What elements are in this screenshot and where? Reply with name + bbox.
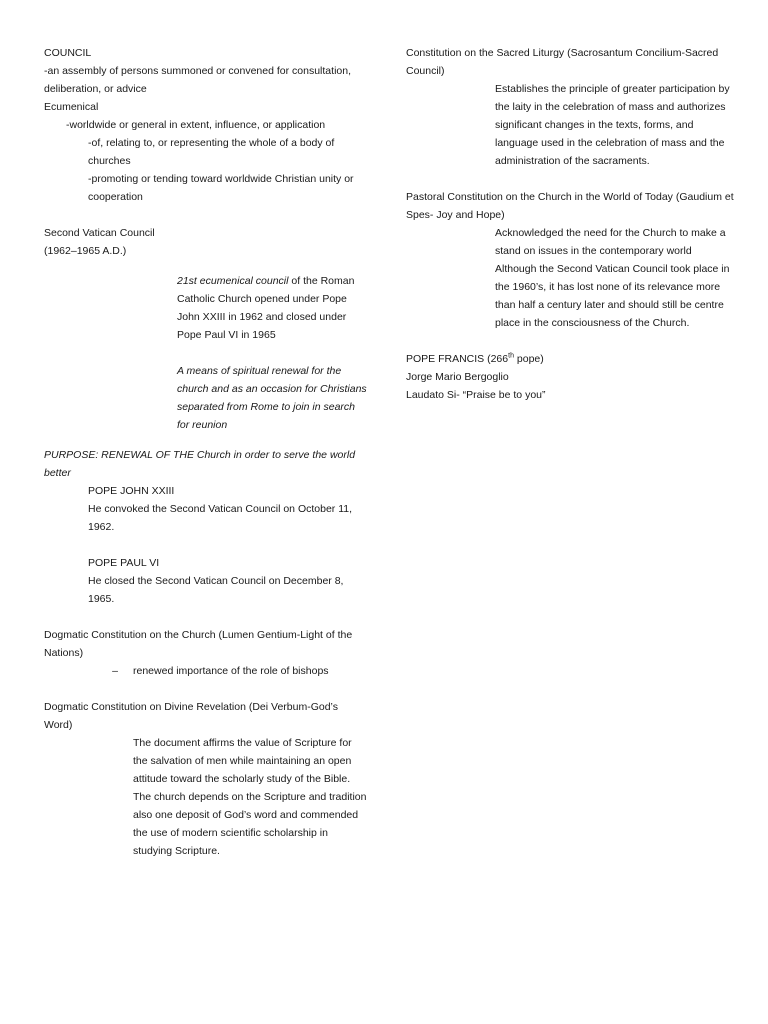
dei-verbum-paragraph-2: The church depends on the Scripture and tradition also one deposit of God’s word and commended the use of modern scientific scholarship in studying Scripture. xyxy=(133,791,367,857)
pope-john-title: POPE JOHN XXIII xyxy=(88,485,175,497)
second-vatican-description-rest: of the Roman Catholic Church opened under Pope John XXIII in 1962 and closed under Pope Paul VI in 1965 xyxy=(177,275,355,341)
gaudium-et-spes-paragraph-2: Although the Second Vatican Council took place in the 1960’s, it has lost none of its relevance more than half a century later and should still be centre place in the consciousness of the Church. xyxy=(495,263,730,329)
pope-john-description: He convoked the Second Vatican Council on October 11, 1962. xyxy=(88,503,353,533)
council-definition: -an assembly of persons summoned or convened for consultation, deliberation, or advice xyxy=(44,65,351,95)
pope-francis-title-suffix: pope) xyxy=(513,353,544,365)
pope-paul-title: POPE PAUL VI xyxy=(88,557,160,569)
dei-verbum-title: Dogmatic Constitution on Divine Revelation (Dei Verbum-God’s Word) xyxy=(44,701,338,731)
pope-francis-title-prefix: POPE FRANCIS (266 xyxy=(406,353,509,365)
sacred-liturgy-title: Constitution on the Sacred Liturgy (Sacrosantum Concilium-Sacred Council) xyxy=(406,47,719,77)
dash-bullet: – xyxy=(112,665,118,677)
ecumenical-title: Ecumenical xyxy=(44,101,99,113)
lumen-gentium-title: Dogmatic Constitution on the Church (Lumen Gentium-Light of the Nations) xyxy=(44,629,353,659)
gaudium-et-spes-paragraph-1: Acknowledged the need for the Church to make a stand on issues in the contemporary world xyxy=(495,227,726,257)
pope-francis-title xyxy=(406,350,736,368)
sacred-liturgy-description: Establishes the principle of greater participation by the laity in the celebration of mass and authorizes significant changes in the texts, forms, and language used in the celebration of mass and the administration of the sacraments. xyxy=(495,83,730,167)
purpose-label: PURPOSE: RENEWAL OF THE xyxy=(44,449,197,461)
right-column xyxy=(406,44,736,404)
purpose-text: Church in order to serve the world better xyxy=(44,449,356,479)
second-vatican-years: (1962–1965 A.D.) xyxy=(44,245,127,257)
lumen-gentium-point-text: renewed importance of the role of bishops xyxy=(133,665,329,677)
second-vatican-means: A means of spiritual renewal for the church and as an occasion for Christians separated from Rome to join in search for reunion xyxy=(177,365,367,431)
second-vatican-title: Second Vatican Council xyxy=(44,227,155,239)
lumen-gentium-point xyxy=(44,662,368,680)
laudato-si: Laudato Si- “Praise be to you” xyxy=(406,389,546,401)
second-vatican-description xyxy=(44,272,368,344)
council-title: COUNCIL xyxy=(44,47,92,59)
ecumenical-definition-3: -promoting or tending toward worldwide Christian unity or cooperation xyxy=(88,173,354,203)
ordinal-suffix: th xyxy=(508,352,514,360)
ecumenical-council-number: 21st ecumenical council xyxy=(177,275,289,287)
pope-francis-name: Jorge Mario Bergoglio xyxy=(406,371,509,383)
pope-paul-description: He closed the Second Vatican Council on December 8, 1965. xyxy=(88,575,344,605)
ecumenical-definition-2: -of, relating to, or representing the whole of a body of churches xyxy=(88,137,335,167)
dei-verbum-paragraph-1: The document affirms the value of Scripture for the salvation of men while maintaining an open attitude toward the scholarly study of the Bible. xyxy=(133,737,352,785)
gaudium-et-spes-title: Pastoral Constitution on the Church in the World of Today (Gaudium et Spes- Joy and Hope) xyxy=(406,191,734,221)
purpose-statement xyxy=(44,446,368,482)
ecumenical-definition-1: -worldwide or general in extent, influence, or application xyxy=(66,119,326,131)
left-column xyxy=(44,44,368,860)
